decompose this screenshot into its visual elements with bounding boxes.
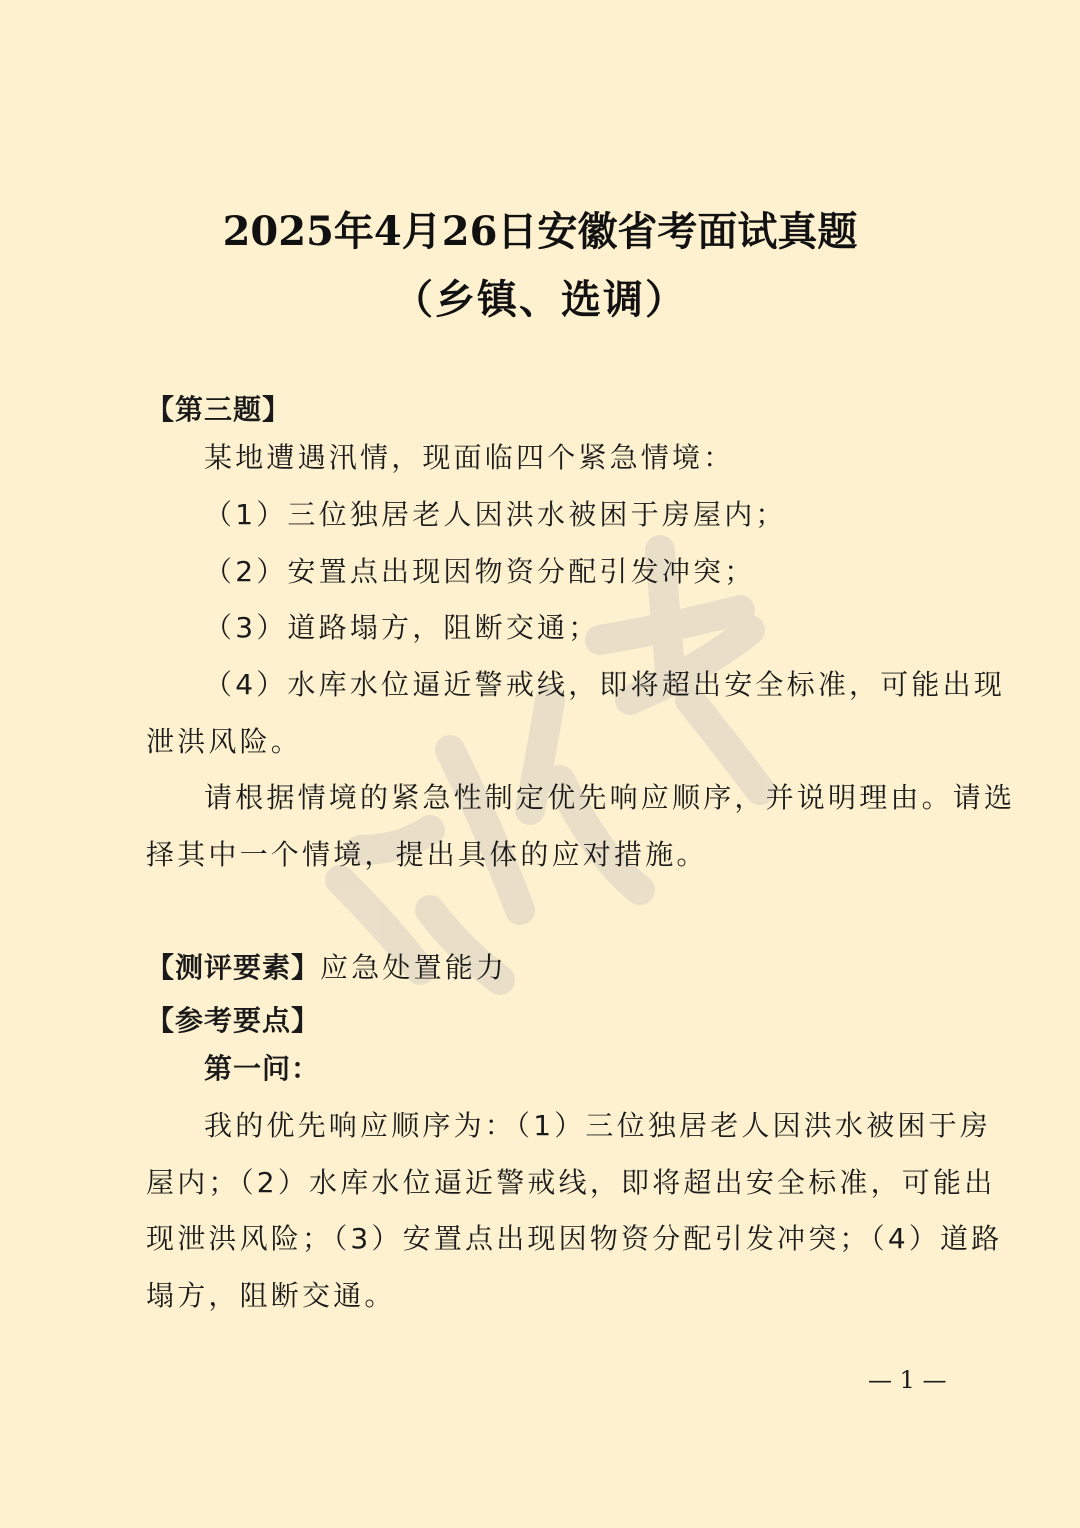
question-line: 请根据情境的紧急性制定优先响应顺序，并说明理由。请选 — [204, 781, 1016, 814]
question-line: （3）道路塌方，阻断交通； — [204, 611, 600, 644]
answer-line: 现泄洪风险；（3）安置点出现因物资分配引发冲突；（4）道路 — [146, 1222, 1003, 1255]
question-heading: 【第三题】 — [146, 393, 292, 426]
answer-line: 我的优先响应顺序为：（1）三位独居老人因洪水被困于房 — [204, 1109, 992, 1142]
evaluation-label: 【测评要素】 — [146, 951, 321, 984]
document-title-line2: （乡镇、选调） — [393, 276, 687, 323]
answer-line: 屋内；（2）水库水位逼近警戒线，即将超出安全标准，可能出 — [146, 1166, 996, 1199]
document-title-line1: 2025年4月26日安徽省考面试真题 — [222, 208, 858, 255]
question-line: （2）安置点出现因物资分配引发冲突； — [204, 555, 756, 588]
reference-heading: 【参考要点】 — [146, 1004, 321, 1037]
question-line: 泄洪风险。 — [146, 725, 303, 758]
watermark-brush-calligraphy — [300, 530, 780, 1000]
question-line: （1）三位独居老人因洪水被困于房屋内； — [204, 498, 787, 531]
question-line: （4）水库水位逼近警戒线，即将超出安全标准，可能出现 — [204, 668, 1006, 701]
evaluation-row — [146, 950, 946, 986]
question-line: 某地遭遇汛情，现面临四个紧急情境： — [204, 441, 735, 474]
answer-line: 塌方，阻断交通。 — [146, 1279, 396, 1312]
question-line: 择其中一个情境，提出具体的应对措施。 — [146, 838, 708, 871]
evaluation-value: 应急处置能力 — [320, 951, 508, 984]
page-number: — 1 — — [868, 1366, 947, 1394]
sub-heading: 第一问： — [204, 1052, 321, 1085]
